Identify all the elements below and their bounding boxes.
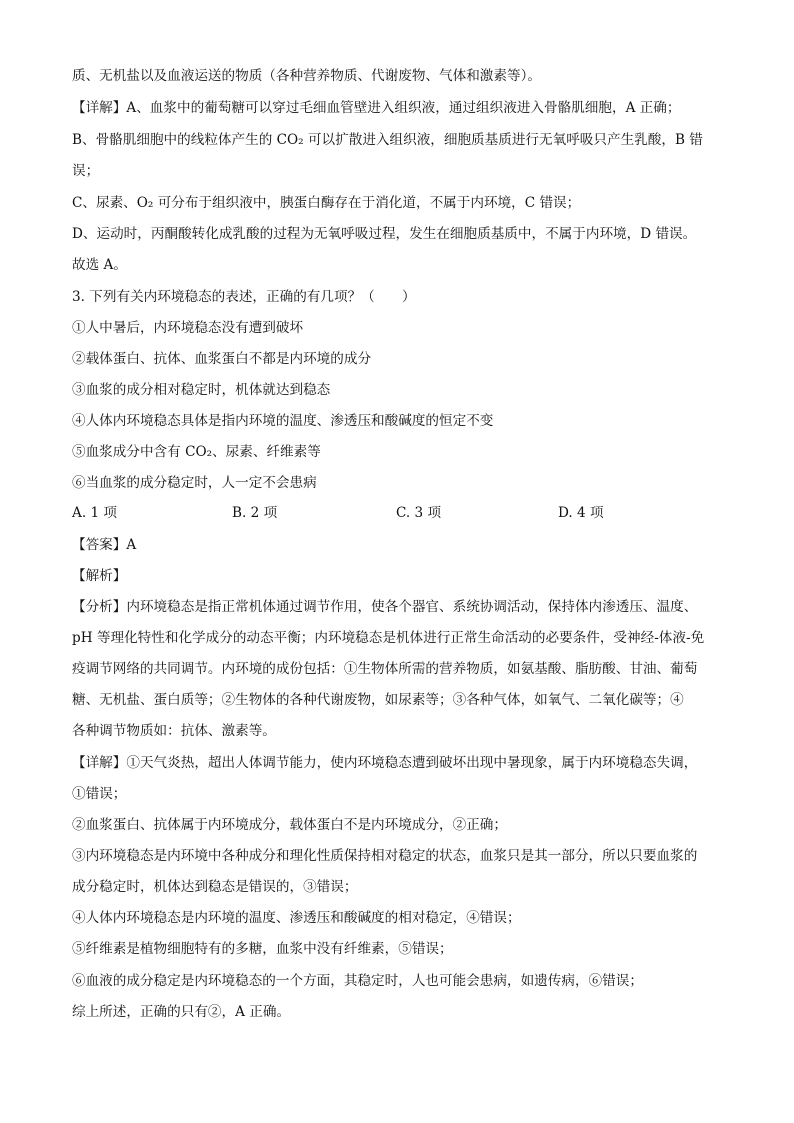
text-line: ④人体内环境稳态是内环境的温度、渗透压和酸碱度的相对稳定，④错误； — [72, 910, 521, 926]
text-line: 【详解】①天气炎热，超出人体调节能力，使内环境稳态遭到破坏出现中暑现象，属于内环境稳态失调， — [72, 755, 698, 771]
answer-line: 【答案】A — [72, 537, 137, 553]
text-line: 疫调节网络的共同调节。内环境的成份包括：①生物体所需的营养物质，如氨基酸、脂肪酸、甘油、葡萄 — [72, 661, 698, 677]
question-stem: 3. 下列有关内环境稳态的表述，正确的有几项？（ ） — [72, 289, 416, 305]
conclusion-line: 综上所述，正确的只有②，A 正确。 — [72, 1004, 291, 1020]
text-line: 糖、无机盐、蛋白质等；②生物体的各种代谢废物，如尿素等；③各种气体，如氧气、二氧化碳等；④ — [72, 692, 684, 708]
answer-options — [72, 503, 722, 525]
statement-item: ②载体蛋白、抗体、血浆蛋白不都是内环境的成分 — [72, 351, 372, 367]
text-line: 【详解】A、血浆中的葡萄糖可以穿过毛细血管壁进入组织液，通过组织液进入骨骼肌细胞，A 正确； — [72, 100, 681, 116]
option-a: A. 1 项 — [72, 505, 118, 521]
text-line: 各种调节物质如：抗体、激素等。 — [72, 723, 276, 739]
text-line: 故选 A。 — [72, 257, 127, 273]
text-line: pH 等理化特性和化学成分的动态平衡；内环境稳态是机体进行正常生命活动的必要条件，受神经-体液-免 — [72, 630, 705, 646]
statement-item: ⑤血浆成分中含有 CO₂、尿素、纤维素等 — [72, 444, 321, 460]
text-line: 【分析】内环境稳态是指正常机体通过调节作用，使各个器官、系统协调活动，保持体内渗透压、温度、 — [72, 599, 698, 615]
analysis-heading: 【解析】 — [72, 568, 127, 584]
text-line: ⑤纤维素是植物细胞特有的多糖，血浆中没有纤维素，⑤错误； — [72, 941, 453, 957]
statement-item: ⑥当血浆的成分稳定时，人一定不会患病 — [72, 475, 317, 491]
option-b: B. 2 项 — [232, 505, 278, 521]
text-line: ⑥血液的成分稳定是内环境稳态的一个方面，其稳定时，人也可能会患病，如遗传病，⑥错误； — [72, 973, 643, 989]
option-c: C. 3 项 — [396, 505, 442, 521]
text-line: D、运动时，丙酮酸转化成乳酸的过程为无氧呼吸过程，发生在细胞质基质中，不属于内环境，D 错误。 — [72, 226, 697, 242]
text-line: C、尿素、O₂ 可分布于组织液中，胰蛋白酶存在于消化道，不属于内环境，C 错误； — [72, 195, 581, 211]
text-line: ③内环境稳态是内环境中各种成分和理化性质保持相对稳定的状态，血浆只是其一部分，所以只要血浆的 — [72, 848, 698, 864]
text-line: 成分稳定时，机体达到稳态是错误的，③错误； — [72, 879, 358, 895]
text-line: B、骨骼肌细胞中的线粒体产生的 CO₂ 可以扩散进入组织液，细胞质基质进行无氧呼吸只产生乳酸，B 错 — [72, 132, 703, 148]
text-line: ①错误； — [72, 786, 127, 802]
statement-item: ④人体内环境稳态具体是指内环境的温度、渗透压和酸碱度的恒定不变 — [72, 413, 494, 429]
statement-item: ③血浆的成分相对稳定时，机体就达到稳态 — [72, 382, 331, 398]
text-line: 误； — [72, 163, 100, 179]
text-line: 质、无机盐以及血液运送的物质（各种营养物质、代谢废物、气体和激素等）。 — [72, 68, 541, 84]
option-d: D. 4 项 — [558, 505, 604, 521]
text-line: ②血浆蛋白、抗体属于内环境成分，载体蛋白不是内环境成分，②正确； — [72, 817, 507, 833]
statement-item: ①人中暑后，内环境稳态没有遭到破坏 — [72, 320, 304, 336]
